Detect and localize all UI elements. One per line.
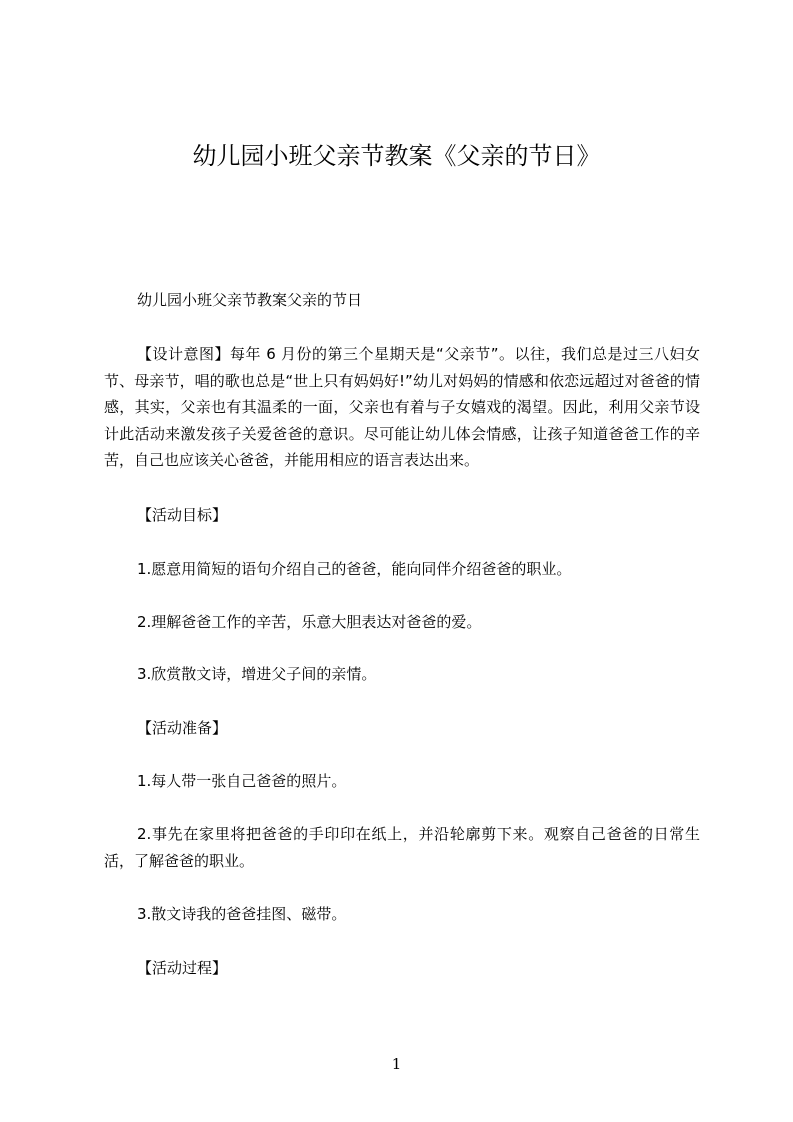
heading-activity-process: 【活动过程】 bbox=[137, 959, 228, 977]
paragraph-subtitle: 幼儿园小班父亲节教案父亲的节日 bbox=[137, 291, 363, 309]
page-number: 1 bbox=[391, 1055, 402, 1073]
preparation-item-2: 2.事先在家里将把爸爸的手印印在纸上，并沿轮廓剪下来。观察自己爸爸的日常生活，了解爸爸的职业。 bbox=[104, 825, 700, 870]
heading-activity-preparation: 【活动准备】 bbox=[137, 719, 228, 737]
goal-item-3: 3.欣赏散文诗，增进父子间的亲情。 bbox=[137, 665, 377, 683]
heading-activity-goals: 【活动目标】 bbox=[137, 506, 228, 524]
goal-item-2: 2.理解爸爸工作的辛苦，乐意大胆表达对爸爸的爱。 bbox=[137, 613, 482, 631]
preparation-item-3: 3.散文诗我的爸爸挂图、磁带。 bbox=[137, 905, 347, 923]
document-title: 幼儿园小班父亲节教案《父亲的节日》 bbox=[192, 142, 601, 170]
goal-item-1: 1.愿意用简短的语句介绍自己的爸爸，能向同伴介绍爸爸的职业。 bbox=[137, 560, 572, 578]
paragraph-design-intent: 【设计意图】每年 6 月份的第三个星期天是“父亲节”。以往，我们总是过三八妇女节、母亲节，唱的歌也总是“世上只有妈妈好!”幼儿对妈妈的情感和依恋远超过对爸爸的情感，其实，父亲也有其温柔的一面，父亲也有着与子女嬉戏的渴望。因此，利用父亲节设计此活动来激发孩子关爱爸爸的意识。尽可能让幼儿体会情感，让孩子知道爸爸工作的辛苦，自己也应该关心爸爸，并能用相应的语言表达出来。 bbox=[104, 345, 700, 469]
preparation-item-1: 1.每人带一张自己爸爸的照片。 bbox=[137, 772, 347, 790]
